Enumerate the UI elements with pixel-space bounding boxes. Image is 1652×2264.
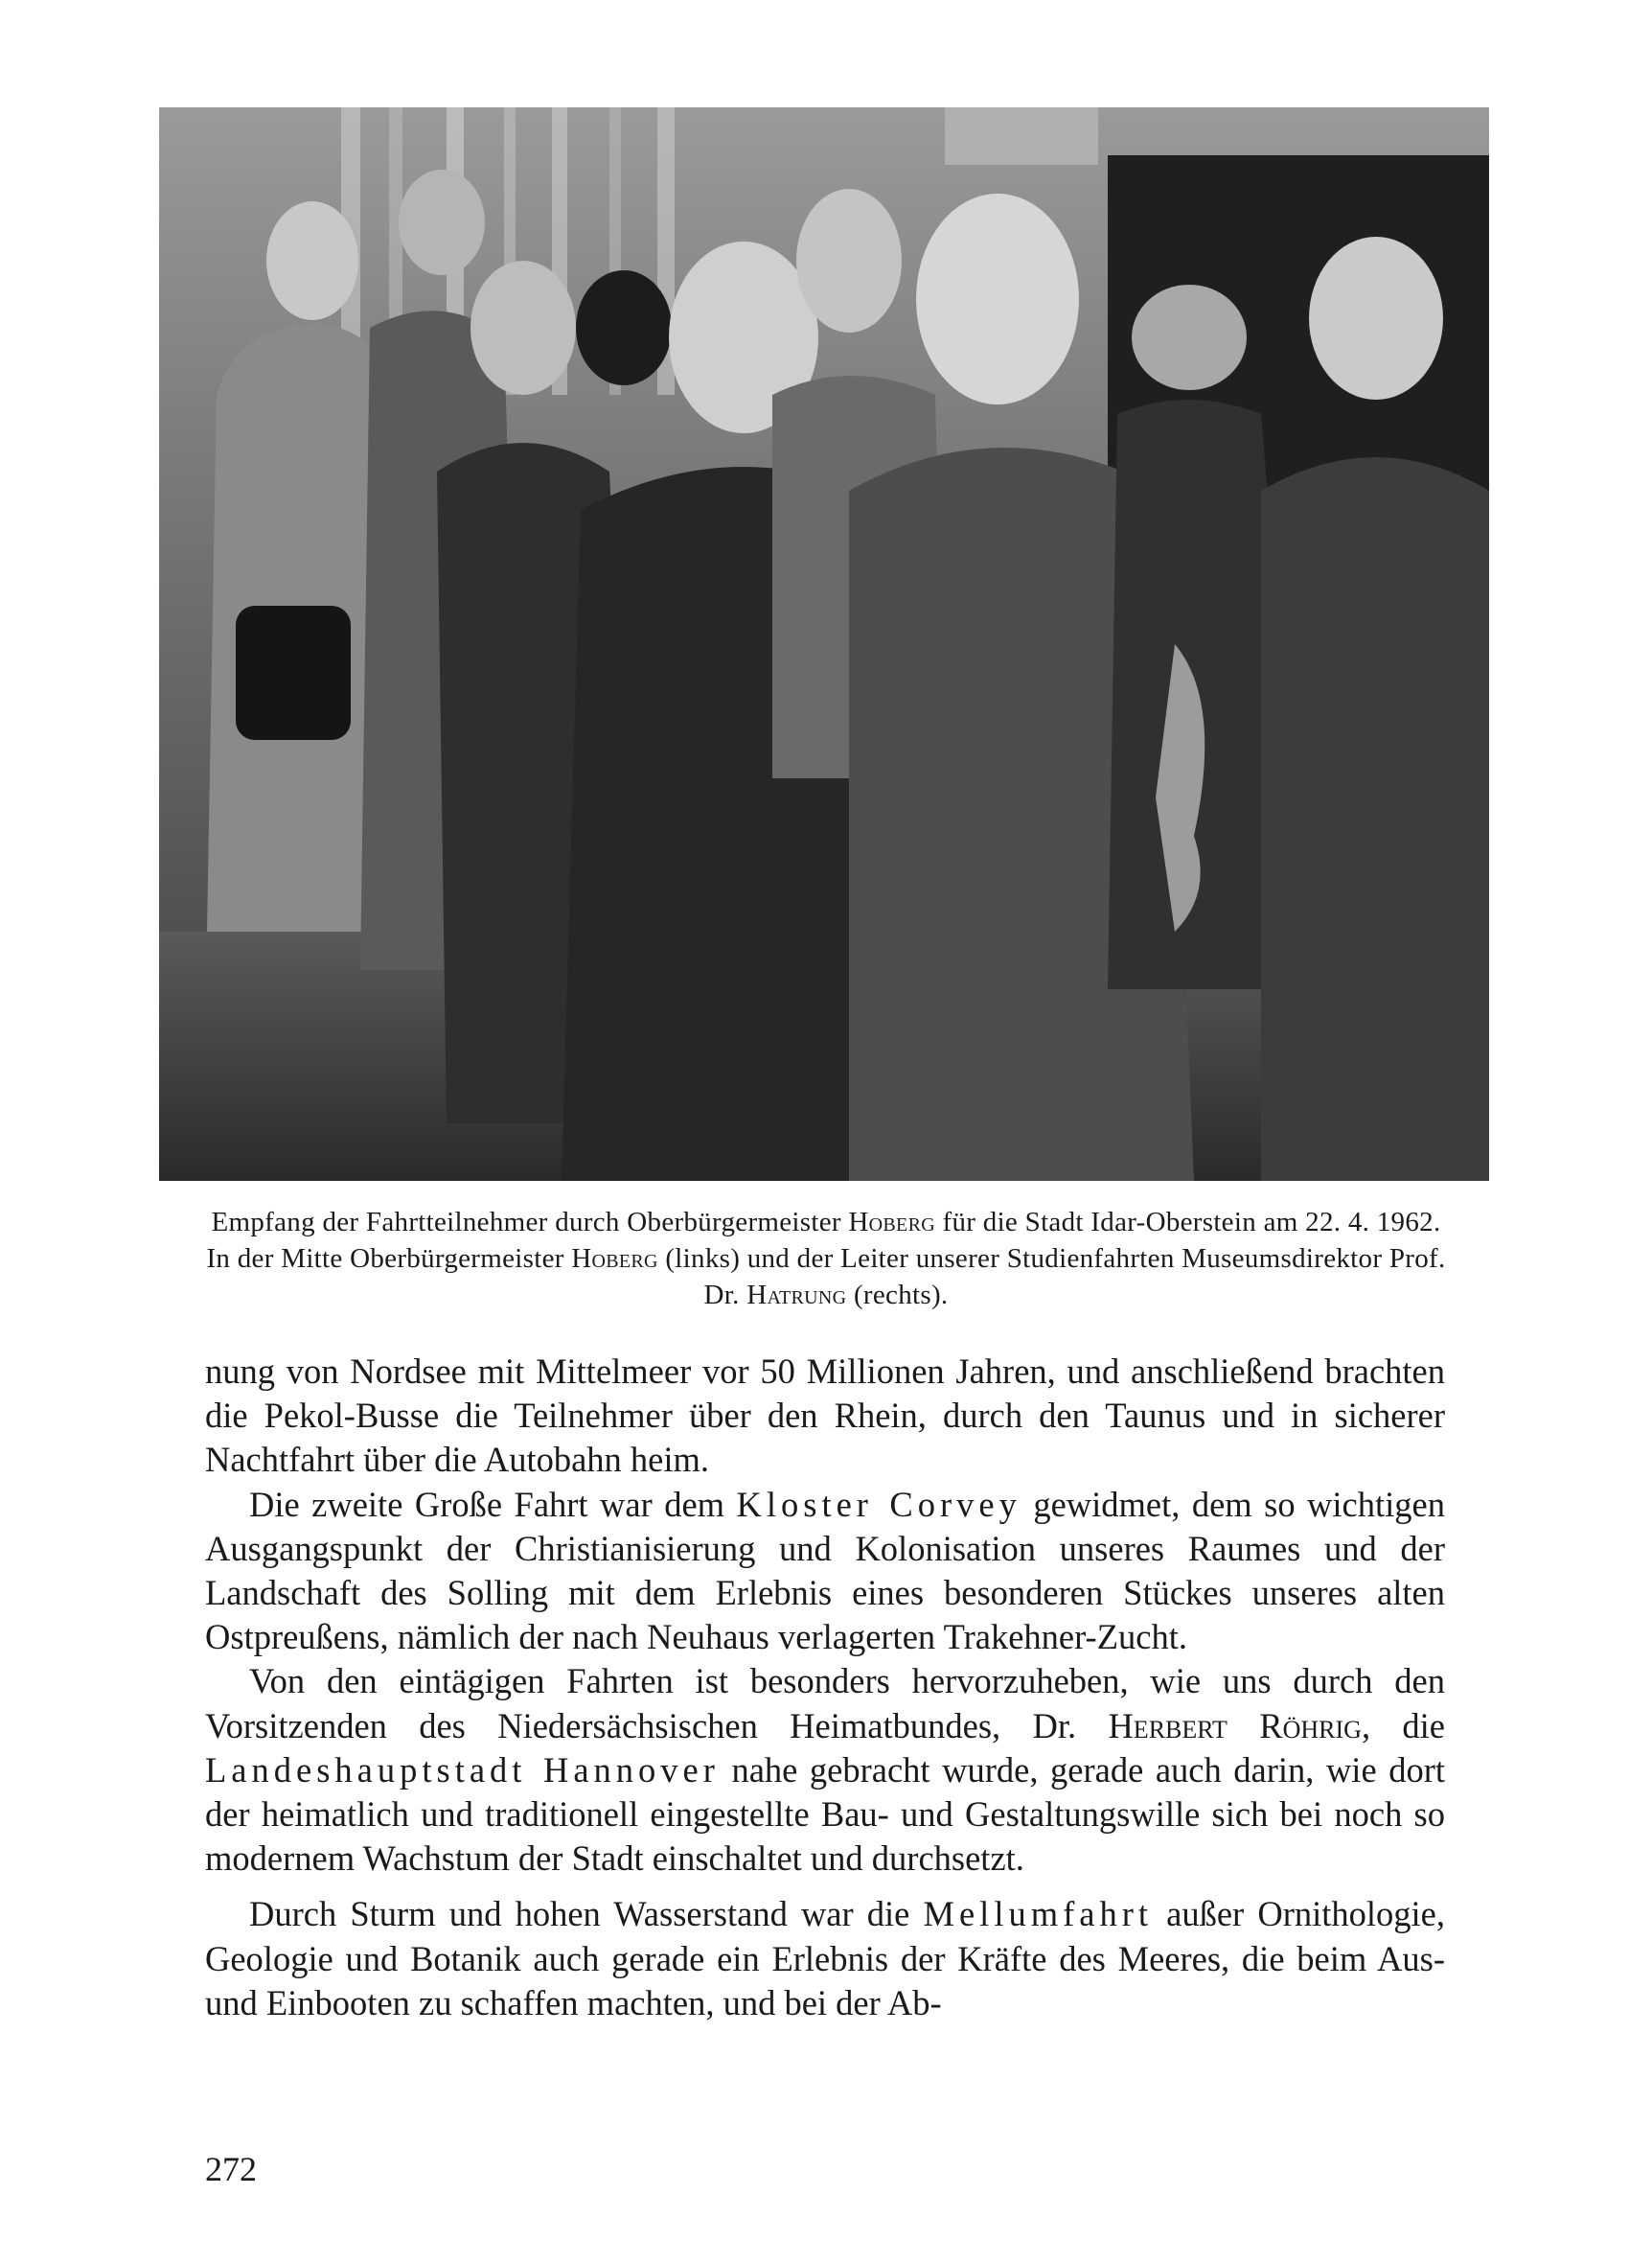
caption-name-hoberg-1: Hoberg bbox=[848, 1207, 935, 1237]
paragraph-4-text-a: Durch Sturm und hohen Wasserstand war die bbox=[249, 1894, 924, 1934]
photo-image bbox=[159, 107, 1489, 1181]
paragraph-2 bbox=[205, 1483, 1445, 1660]
paragraph-3-text-a: Von den eintägigen Fahrten ist besonders hervorzuheben, wie uns durch den Vorsitzenden des Niedersächsischen Heimatbundes, Dr. bbox=[205, 1661, 1445, 1745]
paragraph-1: nung von Nordsee mit Mittelmeer vor 50 Millionen Jahren, und anschließend brachten die Pekol-Busse die Teilnehmer über den Rhein, durch den Taunus und in sicherer Nachtfahrt über die Autobahn heim. bbox=[205, 1351, 1445, 1480]
caption-name-hatrung: Hatrung bbox=[746, 1280, 847, 1310]
caption-text-2: für die Stadt Idar-Oberstein am 22. 4. 1962. In der Mitte Oberbürgermeister bbox=[206, 1207, 1441, 1274]
paragraph-4-spaced-mellumfahrt: Mellumfahrt bbox=[923, 1894, 1154, 1934]
paragraph-4-text-b: außer Ornithologie, Geologie und Botanik auch gerade ein Erlebnis der Kräfte des Meeres, die beim Aus- und Einbooten zu schaffen machten, und bei der Ab- bbox=[205, 1894, 1445, 2022]
caption-text-3: (links) und der Leiter unserer Studienfahrten Museumsdirektor Prof. Dr. bbox=[657, 1243, 1446, 1310]
paragraph-2-text-a: Die zweite Große Fahrt war dem bbox=[249, 1484, 737, 1524]
body-text bbox=[205, 1350, 1445, 2025]
paragraph-2-text-b: gewidmet, dem so wichtigen Ausgangspunkt der Christianisierung und Kolonisation unseres Raumes und der Landschaft des Solling mit dem Erlebnis eines besonderen Stückes unseres alten Ostpreußens, nämlich der nach Neuhaus verlagerten Trakehner-Zucht. bbox=[205, 1484, 1445, 1657]
paragraph-3 bbox=[205, 1659, 1445, 1881]
reception-photo bbox=[159, 107, 1489, 1181]
paragraph-2-spaced-kloster-corvey: Kloster Corvey bbox=[736, 1484, 1021, 1524]
page-number: 272 bbox=[205, 2150, 257, 2188]
caption-name-hoberg-2: Hoberg bbox=[571, 1243, 658, 1274]
paragraph-3-text-b: , die bbox=[1361, 1705, 1445, 1745]
paragraph-3-spaced-hannover: Landeshauptstadt Hannover bbox=[205, 1749, 720, 1790]
caption-text-4: (rechts). bbox=[846, 1280, 949, 1310]
paragraph-3-text-c: nahe gebracht wurde, gerade auch darin, wie dort der heimatlich und traditionell eingestellte Bau- und Gestaltungswille sich bei noch so modernem Wachstum der Stadt einschaltet und durchsetzt. bbox=[205, 1749, 1445, 1879]
photo-caption bbox=[203, 1204, 1449, 1313]
paragraph-3-name-roehrig: Herbert Röhrig bbox=[1108, 1705, 1362, 1745]
paragraph-4 bbox=[205, 1892, 1445, 2025]
caption-text-1: Empfang der Fahrtteilnehmer durch Oberbürgermeister bbox=[211, 1207, 849, 1237]
